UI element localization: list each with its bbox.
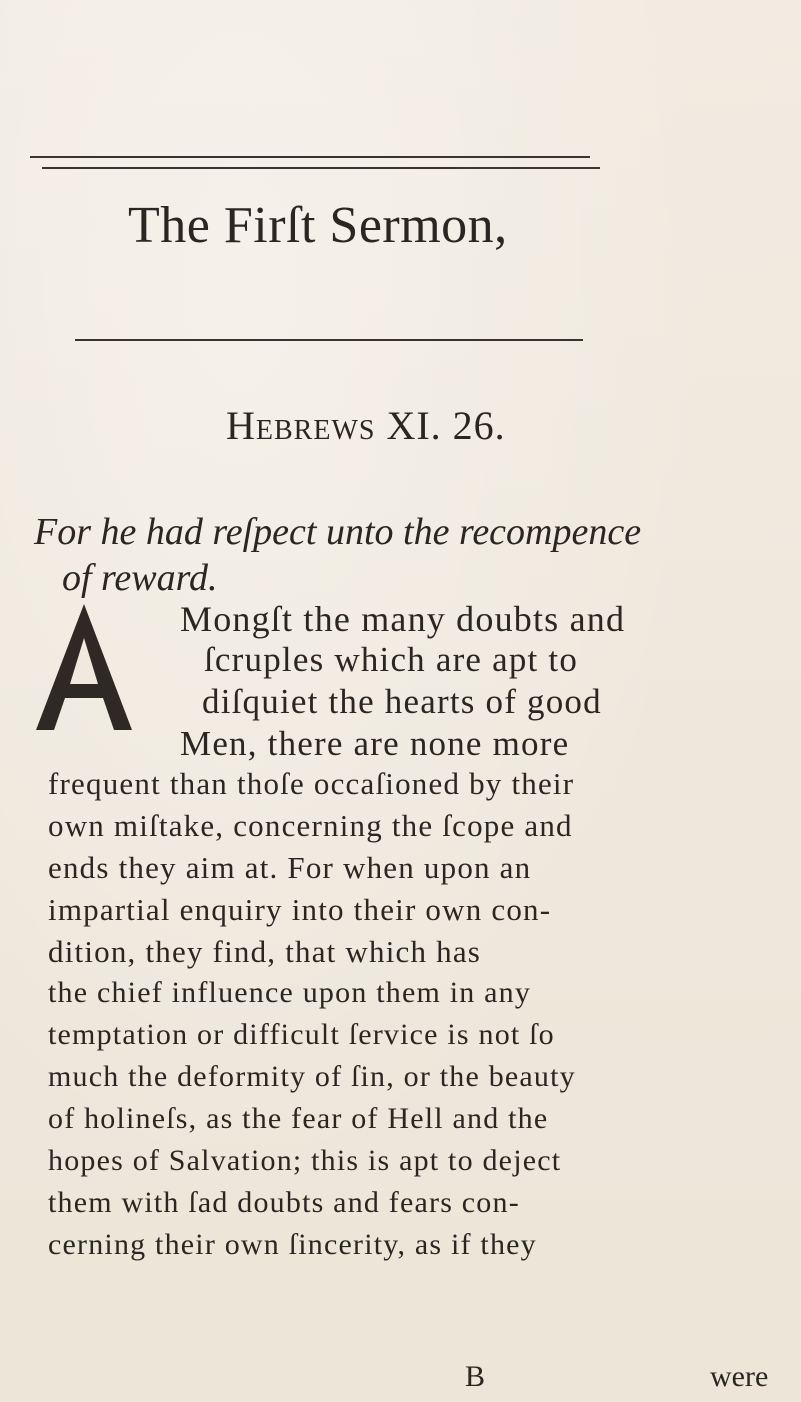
body-line: much the deformity of ſin, or the beauty	[48, 1060, 576, 1093]
body-line: cerning their own ſincerity, as if they	[48, 1228, 537, 1261]
body-line: frequent than thoſe occaſioned by their	[48, 766, 575, 801]
drop-cap-ornament	[28, 598, 140, 736]
drop-cap-letter: A	[80, 720, 88, 731]
scripture-reference: Hebrews XI. 26.	[226, 403, 506, 448]
body-line: dition, they find, that which has	[48, 934, 482, 969]
body-line: diſquiet the hearts of good	[202, 682, 602, 721]
epigraph-line: For he had reſpect unto the recompence	[34, 511, 642, 553]
page-heading: The Firſt Sermon,	[128, 197, 508, 254]
epigraph-line: of reward.	[62, 557, 218, 599]
heading-rule	[75, 339, 583, 341]
body-line: own miſtake, concerning the ſcope and	[48, 808, 573, 843]
body-line: Mongſt the many doubts and	[180, 599, 626, 639]
body-line: temptation or difficult ſervice is not ſo	[48, 1018, 555, 1051]
top-rule-double	[42, 167, 600, 169]
body-line: of holineſs, as the fear of Hell and the	[48, 1102, 549, 1135]
top-rule	[30, 156, 590, 158]
body-line: Men, there are none more	[180, 724, 570, 763]
body-line: them with ſad doubts and fears con-	[48, 1186, 520, 1219]
body-line: the chief influence upon them in any	[48, 976, 532, 1009]
body-line: impartial enquiry into their own con-	[48, 892, 552, 927]
body-line: ends they aim at. For when upon an	[48, 850, 532, 885]
body-line: ſcruples which are apt to	[204, 640, 579, 679]
body-line: hopes of Salvation; this is apt to deject	[48, 1144, 562, 1177]
catchword: were	[710, 1360, 769, 1393]
signature-mark: B	[465, 1360, 486, 1393]
